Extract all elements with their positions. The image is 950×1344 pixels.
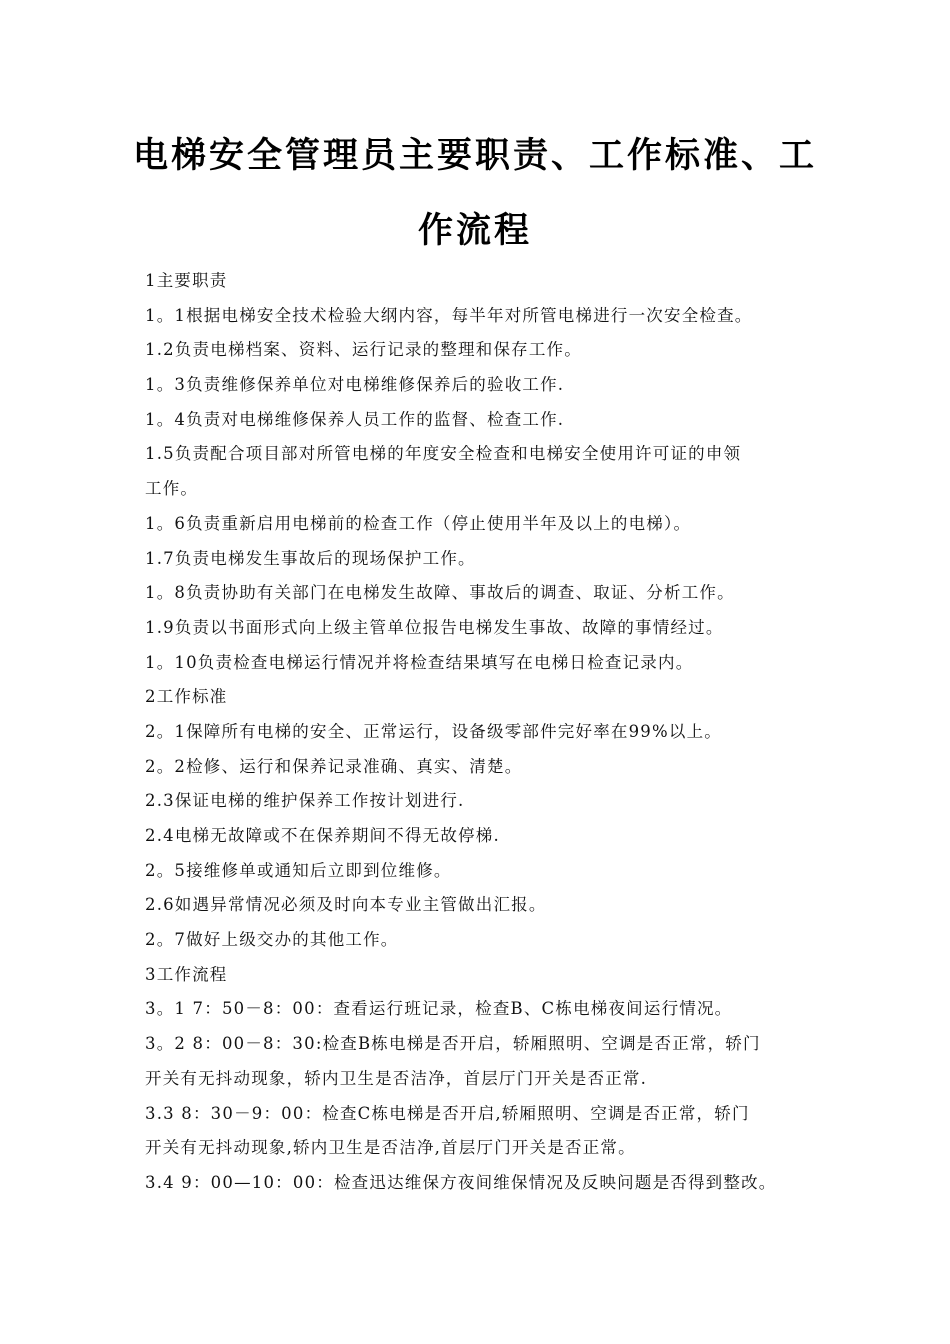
body-line: 1.7负责电梯发生事故后的现场保护工作。: [145, 548, 476, 568]
body-line: 2。7做好上级交办的其他工作。: [145, 930, 399, 950]
body-line: 2。5接维修单或通知后立即到位维修。: [145, 860, 452, 880]
body-line: 1。6负责重新启用电梯前的检查工作（停止使用半年及以上的电梯）。: [145, 513, 692, 533]
document-title-line-2: 作流程: [417, 211, 532, 251]
body-line: 3。1 7：50－8：00：查看运行班记录，检查B、C栋电梯夜间运行情况。: [145, 999, 733, 1019]
section-heading-workflow: 3工作流程: [145, 964, 228, 984]
body-line: 2。1保障所有电梯的安全、正常运行，设备级零部件完好率在99%以上。: [145, 721, 722, 741]
body-line: 开关有无抖动现象，轿内卫生是否洁净，首层厅门开关是否正常.: [145, 1068, 648, 1088]
body-line: 1。4负责对电梯维修保养人员工作的监督、检查工作.: [145, 409, 565, 429]
body-line: 工作。: [145, 479, 199, 499]
body-line: 1。8负责协助有关部门在电梯发生故障、事故后的调查、取证、分析工作。: [145, 583, 735, 603]
body-line: 1。10负责检查电梯运行情况并将检查结果填写在电梯日检查记录内。: [145, 652, 694, 672]
section-heading-standards: 2工作标准: [145, 687, 228, 707]
body-line: 1。3负责维修保养单位对电梯维修保养后的验收工作.: [145, 375, 565, 395]
body-line: 3.4 9：00—10：00：检查迅达维保方夜间维保情况及反映问题是否得到整改。: [145, 1172, 777, 1192]
body-line: 开关有无抖动现象,轿内卫生是否洁净,首层厅门开关是否正常。: [145, 1138, 636, 1158]
body-line: 2.4电梯无故障或不在保养期间不得无故停梯.: [145, 826, 500, 845]
body-line: 3。2 8：00－8：30:检查B栋电梯是否开启，轿厢照明、空调是否正常，轿门: [145, 1034, 761, 1054]
document-title-line-1: 电梯安全管理员主要职责、工作标准、工: [132, 136, 817, 176]
body-line: 1.2负责电梯档案、资料、运行记录的整理和保存工作。: [145, 340, 582, 360]
section-heading-duties: 1主要职责: [145, 271, 228, 290]
body-line: 1。1根据电梯安全技术检验大纲内容，每半年对所管电梯进行一次安全检查。: [145, 305, 753, 325]
body-line: 1.9负责以书面形式向上级主管单位报告电梯发生事故、故障的事情经过。: [145, 617, 724, 637]
body-line: 2.6如遇异常情况必须及时向本专业主管做出汇报。: [145, 895, 547, 915]
body-line: 1.5负责配合项目部对所管电梯的年度安全检查和电梯安全使用许可证的申领: [145, 444, 742, 464]
body-line: 3.3 8：30－9：00：检查C栋电梯是否开启,轿厢照明、空调是否正常，轿门: [145, 1103, 750, 1123]
body-line: 2。2检修、运行和保养记录准确、真实、清楚。: [145, 756, 523, 776]
body-line: 2.3保证电梯的维护保养工作按计划进行.: [145, 791, 465, 811]
document-body: [145, 264, 810, 1201]
